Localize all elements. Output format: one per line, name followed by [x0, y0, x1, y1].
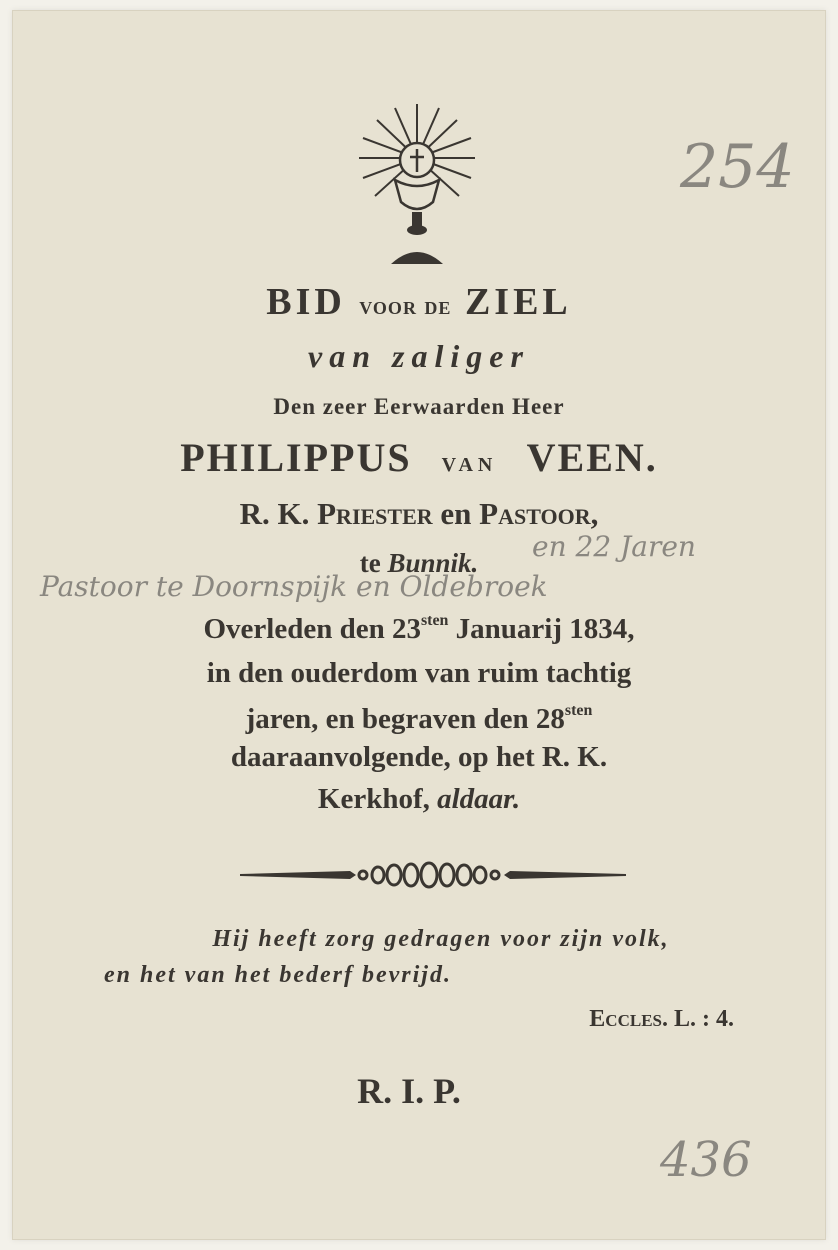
quote-line-2: en het van het bederf bevrijd.: [104, 962, 452, 988]
title-line: Den zeer Eerwaarden Heer: [273, 394, 565, 419]
place-te: te: [359, 548, 381, 578]
role-priester: Priester: [317, 496, 433, 531]
death-line-3: [0, 702, 838, 736]
quote-reference: Eccles. L. : 4.: [589, 1006, 734, 1032]
name-last: VEEN.: [526, 435, 658, 480]
death-line-5: [0, 783, 838, 816]
death-line-3-sup: sten: [564, 702, 593, 719]
death-line-1: [0, 612, 838, 646]
handwritten-note-2: Pastoor te Doornspijk en Oldebroek: [40, 570, 548, 603]
heading-voor-de: voor de: [359, 291, 452, 320]
role-line: [0, 496, 838, 532]
death-line-3-a: jaren, en begraven den 28: [245, 702, 565, 735]
heading-ziel: ZIEL: [464, 281, 572, 323]
van-zaliger: van zaliger: [308, 338, 530, 374]
heading-bid: BID: [266, 281, 346, 323]
death-line-5-b: aldaar.: [437, 783, 521, 815]
death-line-1-b: Januarij 1834,: [448, 612, 635, 645]
role-rk: R. K.: [239, 496, 310, 531]
death-line-1-a: Overleden den 23: [203, 612, 421, 645]
handwritten-note-1: en 22 Jaren: [532, 530, 696, 563]
role-en: en: [440, 496, 472, 531]
death-line-2: in den ouderdom van ruim tachtig: [206, 657, 632, 689]
quote-line-1: Hij heeft zorg gedragen voor zijn volk,: [212, 926, 670, 952]
death-line-1-sup: sten: [420, 612, 449, 629]
rip: R. I. P.: [357, 1071, 461, 1111]
handwritten-number-top: 254: [680, 132, 795, 202]
ornamental-divider: [238, 860, 628, 890]
deceased-name: [0, 434, 838, 481]
name-middle: van: [441, 447, 498, 478]
place-town: Bunnik.: [387, 548, 479, 578]
name-first: PHILIPPUS: [180, 435, 412, 480]
death-line-5-a: Kerkhof,: [317, 783, 430, 815]
role-pastoor: Pastoor,: [479, 496, 599, 531]
handwritten-number-bottom: 436: [660, 1132, 752, 1188]
death-line-4: daaraanvolgende, op het R. K.: [230, 741, 608, 773]
heading: [0, 280, 838, 324]
chalice-host-icon: [355, 100, 480, 270]
